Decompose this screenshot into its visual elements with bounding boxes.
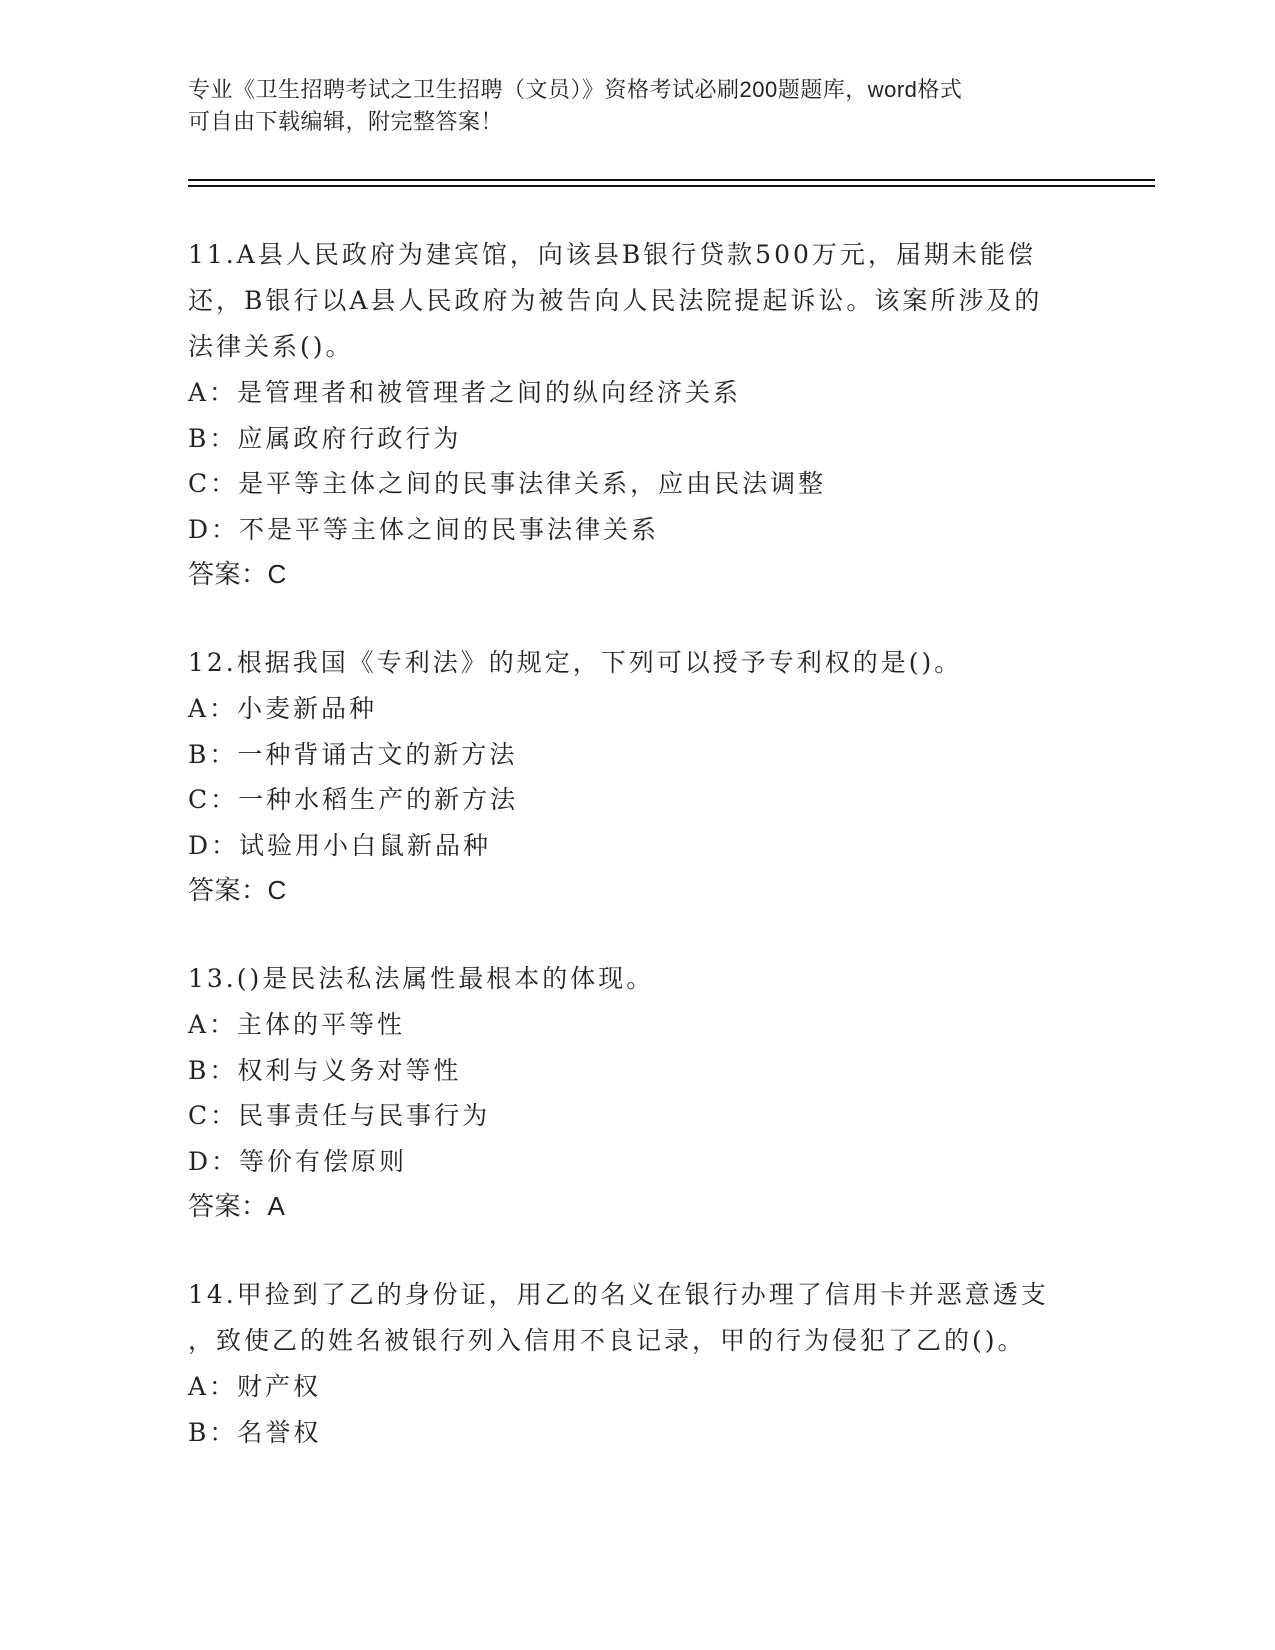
header-line-2: 可自由下载编辑，附完整答案！ — [188, 109, 504, 134]
option-a: A：是管理者和被管理者之间的纵向经济关系 — [188, 378, 742, 407]
option-c: C：是平等主体之间的民事法律关系，应由民法调整 — [188, 469, 827, 498]
question-14 — [188, 1272, 1088, 1455]
question-list — [188, 232, 1088, 1455]
answer: 答案：A — [188, 1191, 286, 1221]
option-a: A：小麦新品种 — [188, 694, 378, 723]
question-spacer — [188, 913, 1088, 956]
question-12 — [188, 640, 1088, 913]
option-b: B：名誉权 — [188, 1417, 322, 1447]
stem-line: ，致使乙的姓名被银行列入信用不良记录，甲的行为侵犯了乙的()。 — [188, 1326, 1026, 1355]
document-header — [188, 74, 1088, 138]
option-d: D：不是平等主体之间的民事法律关系 — [188, 514, 660, 544]
stem-line: 12.根据我国《专利法》的规定，下列可以授予专利权的是()。 — [188, 648, 963, 677]
question-spacer — [188, 597, 1088, 640]
option-a: A：主体的平等性 — [188, 1010, 406, 1039]
option-b: B：权利与义务对等性 — [188, 1055, 462, 1085]
option-c: C：一种水稻生产的新方法 — [188, 785, 519, 814]
answer: 答案：C — [188, 875, 287, 905]
option-a: A：财产权 — [188, 1372, 322, 1401]
stem-line: 13.()是民法私法属性最根本的体现。 — [188, 964, 655, 993]
question-spacer — [188, 1229, 1088, 1272]
question-11 — [188, 232, 1088, 597]
option-b: B：一种背诵古文的新方法 — [188, 739, 518, 769]
answer: 答案：C — [188, 559, 287, 589]
option-b: B：应属政府行政行为 — [188, 423, 462, 453]
question-stem — [188, 956, 1088, 1002]
header-rule-bottom — [188, 185, 1155, 187]
stem-line: 11.A县人民政府为建宾馆，向该县B银行贷款500万元，届期未能偿 — [188, 240, 1036, 269]
option-d: D：等价有偿原则 — [188, 1146, 408, 1176]
stem-line: 还，B银行以A县人民政府为被告向人民法院提起诉讼。该案所涉及的 — [188, 286, 1043, 315]
question-13 — [188, 956, 1088, 1229]
option-c: C：民事责任与民事行为 — [188, 1101, 491, 1130]
question-stem — [188, 232, 1088, 370]
stem-line: 14.甲捡到了乙的身份证，用乙的名义在银行办理了信用卡并恶意透支 — [188, 1280, 1049, 1309]
header-line-1: 专业《卫生招聘考试之卫生招聘（文员）》资格考试必刷200题题库，word格式 — [188, 77, 963, 102]
stem-line: 法律关系()。 — [188, 332, 354, 361]
question-stem — [188, 1272, 1088, 1364]
question-stem — [188, 640, 1088, 686]
option-d: D：试验用小白鼠新品种 — [188, 830, 492, 860]
header-rule-top — [188, 179, 1155, 181]
